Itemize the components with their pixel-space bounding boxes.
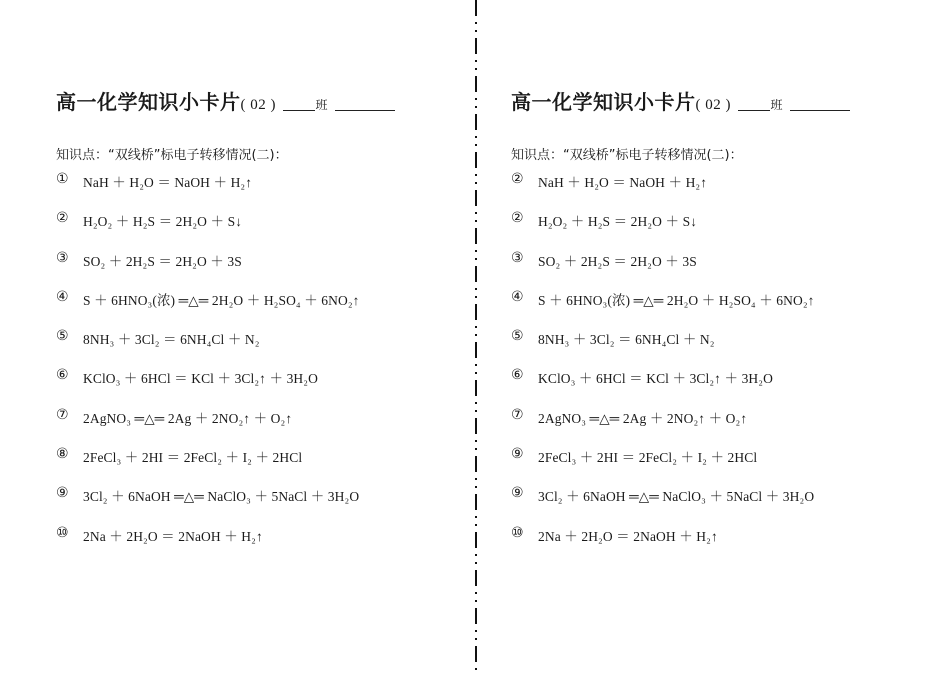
equation-formula: H₂O₂ ＋ H₂S ＝ 2H₂O ＋ S↓: [538, 214, 698, 230]
equation-row: [511, 250, 815, 289]
equation-formula: 2FeCl₃ ＋ 2HI ＝ 2FeCl₂ ＋ I₂ ＋ 2HCl: [538, 450, 758, 466]
name-blank: [790, 96, 850, 111]
equation-number: ②: [511, 171, 524, 187]
class-label: 班: [770, 98, 783, 112]
card-title: [56, 86, 395, 115]
equation-number: ⑤: [511, 328, 524, 345]
name-blank: [335, 96, 395, 111]
equation-formula: SO₂ ＋ 2H₂S ＝ 2H₂O ＋ 3S: [83, 253, 242, 269]
equation-formula: NaH ＋ H₂O ＝ NaOH ＋ H₂↑: [538, 175, 708, 190]
equation-row: [56, 171, 360, 210]
equation-formula: NaH ＋ H₂O ＝ NaOH ＋ H₂↑: [83, 175, 253, 190]
equation-list: [56, 171, 360, 564]
equation-number: ③: [511, 249, 524, 266]
equation-number: ⑦: [56, 406, 69, 423]
equation-number: ⑨: [511, 446, 524, 463]
equation-formula: SO₂ ＋ 2H₂S ＝ 2H₂O ＋ 3S: [538, 253, 697, 269]
equation-formula: 2FeCl₃ ＋ 2HI ＝ 2FeCl₂ ＋ I₂ ＋ 2HCl: [83, 450, 303, 466]
equation-row: [511, 485, 815, 524]
equation-number: ⑨: [511, 485, 524, 502]
card-title-main: 高一化学知识小卡片: [56, 90, 241, 114]
equation-row: [511, 407, 815, 446]
equation-row: [511, 525, 815, 564]
equation-number: ⑦: [511, 406, 524, 423]
equation-formula: S ＋ 6HNO₃(浓) ═△═ 2H₂O ＋ H₂SO₄ ＋ 6NO₂↑: [83, 292, 360, 308]
equation-row: [511, 367, 815, 406]
equation-row: [56, 367, 360, 406]
equation-row: [511, 171, 815, 210]
equation-formula: 3Cl₂ ＋ 6NaOH ═△═ NaClO₃ ＋ 5NaCl ＋ 3H₂O: [83, 489, 360, 505]
equation-row: [511, 446, 815, 485]
topic-heading: 知识点：“双线桥”标电子转移情况(二)：: [511, 148, 743, 163]
equation-number: ⑧: [56, 446, 69, 463]
equation-number: ⑩: [511, 524, 524, 541]
card-number: ( 02 ): [240, 97, 276, 113]
equation-formula: 2Na ＋ 2H₂O ＝ 2NaOH ＋ H₂↑: [83, 528, 263, 544]
equation-list: [511, 171, 815, 564]
equation-number: ⑥: [511, 367, 524, 384]
equation-formula: 3Cl₂ ＋ 6NaOH ═△═ NaClO₃ ＋ 5NaCl ＋ 3H₂O: [538, 489, 815, 505]
card-title-main: 高一化学知识小卡片: [511, 90, 696, 114]
equation-formula: 2Na ＋ 2H₂O ＝ 2NaOH ＋ H₂↑: [538, 528, 718, 544]
card-title: [511, 86, 850, 115]
class-number-blank: [283, 96, 315, 111]
class-label: 班: [315, 98, 328, 112]
equation-row: [56, 485, 360, 524]
equation-number: ⑩: [56, 524, 69, 541]
equation-formula: S ＋ 6HNO₃(浓) ═△═ 2H₂O ＋ H₂SO₄ ＋ 6NO₂↑: [538, 292, 815, 308]
knowledge-card-right: [511, 0, 931, 673]
equation-number: ⑥: [56, 367, 69, 384]
equation-formula: KClO₃ ＋ 6HCl ＝ KCl ＋ 3Cl₂↑ ＋ 3H₂O: [83, 371, 318, 387]
equation-number: ①: [56, 171, 69, 187]
equation-number: ④: [56, 288, 69, 305]
equation-number: ②: [56, 210, 69, 227]
equation-formula: 2AgNO₃ ═△═ 2Ag ＋ 2NO₂↑ ＋ O₂↑: [538, 410, 748, 426]
equation-number: ⑤: [56, 328, 69, 345]
equation-row: [56, 250, 360, 289]
equation-row: [511, 289, 815, 328]
equation-number: ④: [511, 288, 524, 305]
equation-formula: KClO₃ ＋ 6HCl ＝ KCl ＋ 3Cl₂↑ ＋ 3H₂O: [538, 371, 773, 387]
equation-row: [511, 210, 815, 249]
equation-formula: 8NH₃ ＋ 3Cl₂ ＝ 6NH₄Cl ＋ N₂: [83, 332, 260, 348]
equation-row: [511, 328, 815, 367]
topic-heading: 知识点：“双线桥”标电子转移情况(二)：: [56, 148, 288, 163]
equation-row: [56, 328, 360, 367]
equation-row: [56, 525, 360, 564]
equation-number: ⑨: [56, 485, 69, 502]
equation-row: [56, 210, 360, 249]
equation-number: ③: [56, 249, 69, 266]
equation-row: [56, 289, 360, 328]
equation-formula: H₂O₂ ＋ H₂S ＝ 2H₂O ＋ S↓: [83, 214, 243, 230]
knowledge-card-left: [56, 0, 476, 673]
equation-number: ②: [511, 210, 524, 227]
equation-formula: 8NH₃ ＋ 3Cl₂ ＝ 6NH₄Cl ＋ N₂: [538, 332, 715, 348]
equation-row: [56, 407, 360, 446]
equation-formula: 2AgNO₃ ═△═ 2Ag ＋ 2NO₂↑ ＋ O₂↑: [83, 410, 293, 426]
equation-row: [56, 446, 360, 485]
class-number-blank: [738, 96, 770, 111]
cut-line-divider: [474, 0, 478, 673]
card-number: ( 02 ): [695, 97, 731, 113]
